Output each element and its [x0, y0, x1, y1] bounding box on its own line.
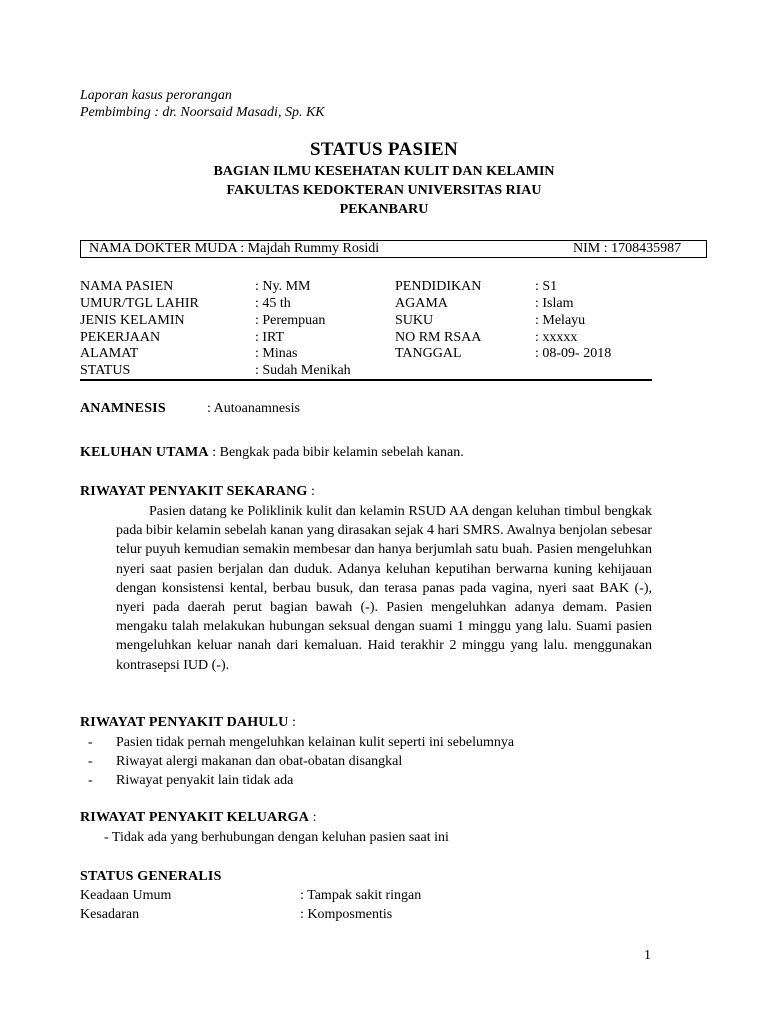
doctor-nim: NIM : 1708435987 — [573, 241, 682, 256]
family-history-item: - Tidak ada yang berhubungan dengan keluhan pasien saat ini — [104, 830, 449, 845]
past-illness-colon: : — [288, 715, 296, 730]
patient-job-label: PEKERJAAN — [80, 330, 161, 345]
chief-complaint-value: : Bengkak pada bibir kelamin sebelah kanan. — [208, 445, 464, 460]
general-condition-label: Keadaan Umum — [80, 888, 172, 903]
patient-ethnicity-value: : Melayu — [535, 313, 586, 328]
past-illness-heading — [80, 715, 296, 731]
report-type: Laporan kasus perorangan — [80, 88, 232, 103]
page-title: STATUS PASIEN — [309, 139, 459, 160]
patient-religion-value: : Islam — [535, 296, 574, 311]
patient-sex-label: JENIS KELAMIN — [80, 313, 185, 328]
patient-education-label: PENDIDIKAN — [395, 279, 482, 294]
family-history-colon: : — [309, 810, 317, 825]
patient-age-label: UMUR/TGL LAHIR — [80, 296, 199, 311]
consciousness-label: Kesadaran — [80, 907, 140, 922]
past-illness-item: Riwayat penyakit lain tidak ada — [116, 773, 294, 788]
past-illness-label: RIWAYAT PENYAKIT DAHULU — [80, 715, 289, 730]
past-illness-item: Riwayat alergi makanan dan obat-obatan disangkal — [116, 754, 403, 769]
section-divider — [80, 379, 652, 381]
anamnesis-section — [80, 401, 166, 417]
doctor-name: NAMA DOKTER MUDA : Majdah Rummy Rosidi — [89, 241, 380, 256]
past-illness-item: Pasien tidak pernah mengeluhkan kelainan kulit seperti ini sebelumnya — [116, 735, 515, 750]
patient-religion-label: AGAMA — [395, 296, 448, 311]
general-status-heading — [80, 869, 222, 885]
department-name: BAGIAN ILMU KESEHATAN KULIT DAN KELAMIN — [213, 164, 555, 179]
anamnesis-value: : Autoanamnesis — [207, 401, 300, 416]
medical-record-label: NO RM RSAA — [395, 330, 482, 345]
patient-address-label: ALAMAT — [80, 346, 139, 361]
patient-name-label: NAMA PASIEN — [80, 279, 174, 294]
patient-address-value: : Minas — [255, 346, 298, 361]
patient-education-value: : S1 — [535, 279, 558, 294]
patient-job-value: : IRT — [255, 330, 285, 345]
anamnesis-label: ANAMNESIS — [80, 401, 166, 416]
medical-record-value: : xxxxx — [535, 330, 578, 345]
present-illness-heading — [80, 484, 315, 500]
family-history-heading — [80, 810, 316, 826]
present-illness-label: RIWAYAT PENYAKIT SEKARANG — [80, 484, 308, 499]
patient-age-value: : 45 th — [255, 296, 291, 311]
chief-complaint-label: KELUHAN UTAMA — [80, 445, 209, 460]
patient-status-value: : Sudah Menikah — [255, 363, 351, 378]
city-name: PEKANBARU — [339, 202, 429, 217]
patient-status-label: STATUS — [80, 363, 131, 378]
general-status-label: STATUS GENERALIS — [80, 869, 222, 884]
present-illness-text: Pasien datang ke Poliklinik kulit dan kelamin RSUD AA dengan keluhan timbul bengkak pada bibir kelamin sebelah kanan yang dirasakan sejak 4 hari SMRS. Awalnya benjolan sebesar telur puyuh kemudian semakin membesar dan hanya berjumlah satu buah. Pasien mengeluhkan nyeri saat pasien berjalan dan duduk. Adanya keluhan keputihan berwarna kuning kehijauan dengan konsistensi kental, berbau busuk, dan terasa panas pada vagina, nyeri saat BAK (-), nyeri pada daerah perut bagian bawah (-). Pasien mengeluhkan adanya demam. Pasien mengaku talah melakukan hubungan seksual dengan suami 1 minggu yang lalu. Suami pasien mengeluhkan keluar nanah dari kemaluan. Haid terakhir 2 minggu yang lalu. menggunakan kontrasepsi IUD (-). — [116, 504, 653, 673]
present-illness-colon: : — [307, 484, 315, 499]
family-history-label: RIWAYAT PENYAKIT KELUARGA — [80, 810, 310, 825]
page-number: 1 — [644, 948, 651, 963]
date-value: : 08-09- 2018 — [535, 346, 612, 361]
past-illness-bullet: - — [88, 754, 93, 769]
past-illness-bullet: - — [88, 773, 93, 788]
patient-name-value: : Ny. MM — [255, 279, 311, 294]
date-label: TANGGAL — [395, 346, 462, 361]
consciousness-value: : Komposmentis — [300, 907, 393, 922]
chief-complaint-section — [80, 445, 464, 461]
patient-ethnicity-label: SUKU — [395, 313, 434, 328]
general-condition-value: : Tampak sakit ringan — [300, 888, 422, 903]
past-illness-bullet: - — [88, 735, 93, 750]
faculty-name: FAKULTAS KEDOKTERAN UNIVERSITAS RIAU — [226, 183, 542, 198]
patient-sex-value: : Perempuan — [255, 313, 326, 328]
supervisor-line: Pembimbing : dr. Noorsaid Masadi, Sp. KK — [80, 105, 325, 120]
doctor-info-box — [80, 240, 707, 258]
